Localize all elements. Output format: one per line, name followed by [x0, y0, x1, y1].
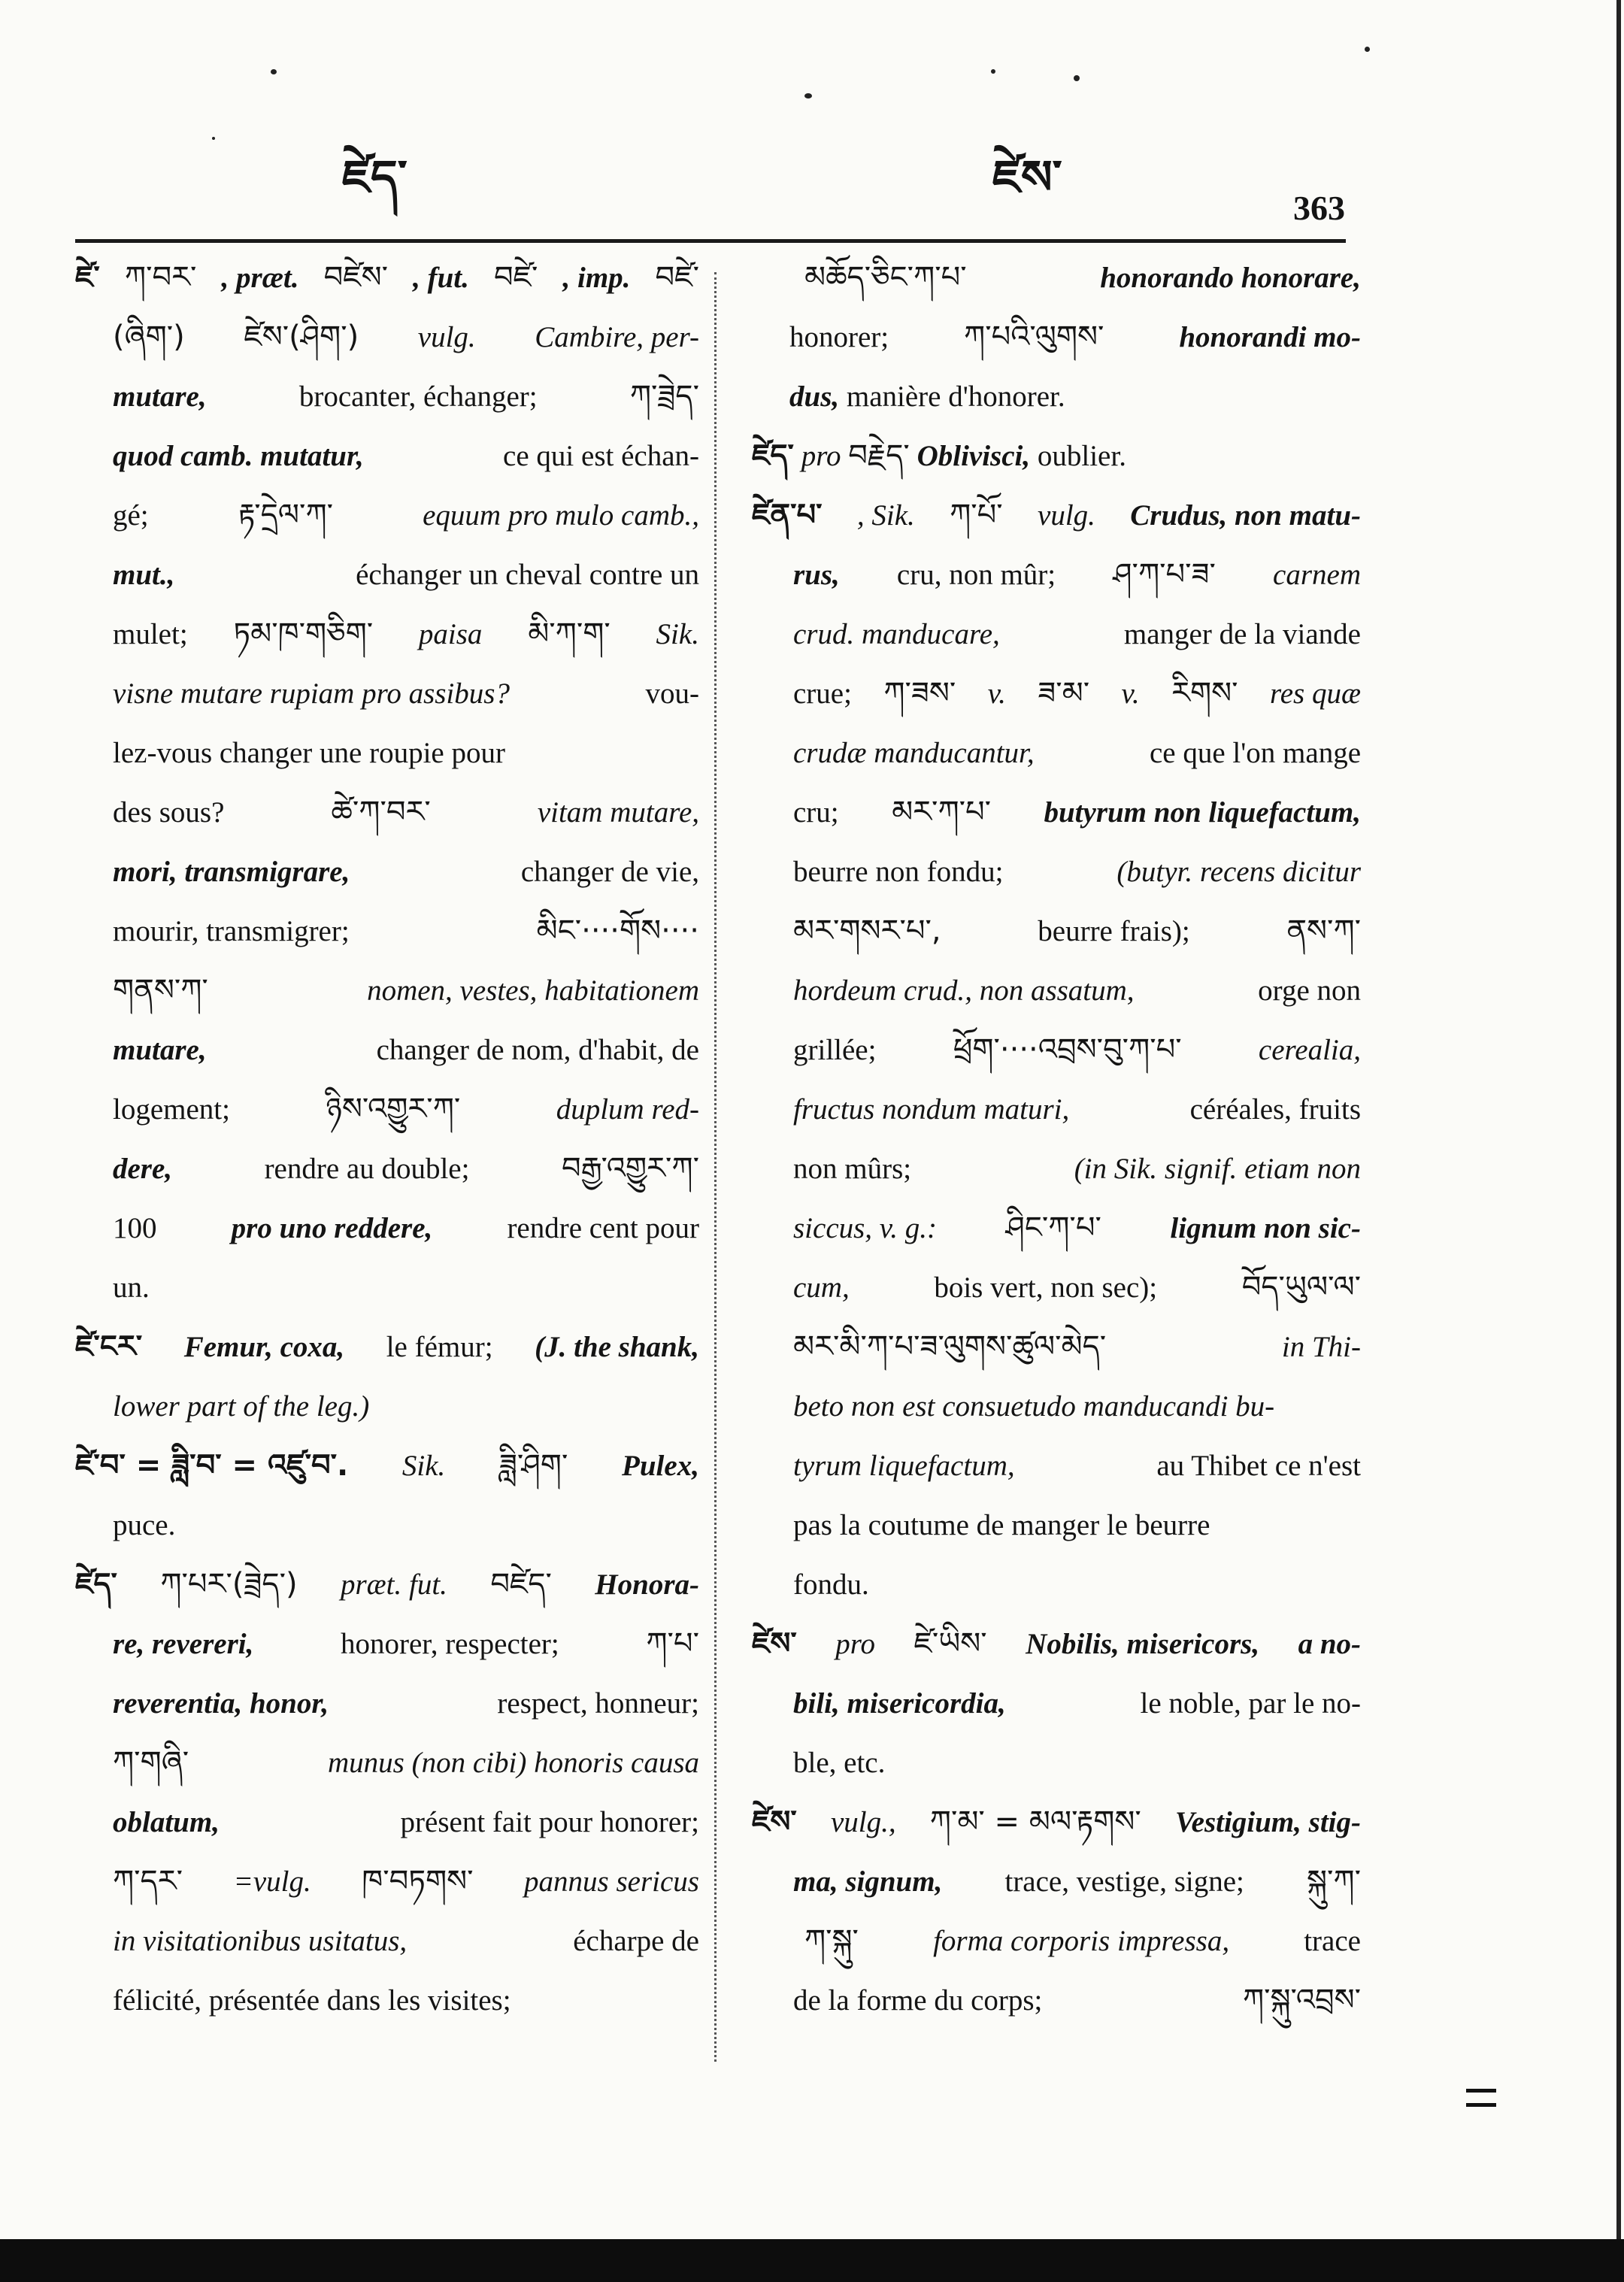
tibetan-text: ཀ་ཟྲེད་	[629, 379, 699, 414]
french-text: brocanter, échanger;	[298, 380, 538, 413]
latin-text: v.	[987, 677, 1006, 710]
french-text: félicité, présentée dans les visites;	[113, 1984, 511, 2017]
tibetan-text: ཤིང་ཀ་པ་	[1005, 1211, 1101, 1245]
text-line	[752, 486, 1361, 545]
latin-text: paisa	[418, 618, 483, 650]
text-line	[752, 1852, 1361, 1911]
latin-text: nomen, vestes, habitationem	[367, 974, 699, 1007]
text-line	[752, 426, 1361, 486]
latin-text: cerealia,	[1258, 1034, 1361, 1066]
text-line	[752, 1436, 1361, 1496]
latin-text: ma, signum,	[793, 1865, 943, 1898]
tibetan-text: མར་ཀ་པ་	[892, 795, 992, 829]
text-line	[75, 783, 699, 842]
text-line	[752, 1674, 1361, 1733]
tibetan-text: ཤ་ཀ་པ་ཟ་	[1113, 557, 1216, 592]
entry-headword: ཛེས་	[752, 1805, 797, 1839]
latin-text: quod camb. mutatur,	[113, 440, 364, 472]
running-head-left: ཛེད་	[342, 150, 408, 205]
text-line	[75, 1436, 699, 1496]
latin-text: Honora-	[595, 1568, 699, 1601]
french-text: céréales, fruits	[1189, 1093, 1361, 1126]
tibetan-text: ཀ་སྐུ་འབྲས་	[1243, 1983, 1361, 2017]
latin-text: in visitationibus usitatus,	[113, 1925, 408, 1957]
tibetan-text: བོད་ཡུལ་ལ་	[1241, 1270, 1361, 1305]
tibetan-text: ཀ་པ་	[646, 1626, 699, 1661]
text-line	[75, 1555, 699, 1614]
french-text: lez-vous changer une roupie pour	[113, 737, 505, 769]
latin-text: pro uno reddere,	[231, 1212, 433, 1244]
french-text: des sous?	[113, 796, 225, 829]
tibetan-text: རིགས་	[1171, 676, 1238, 711]
french-text: présent fait pour honorer;	[400, 1806, 699, 1838]
tibetan-text: ཉིས་འགྱུར་ཀ་	[326, 1092, 461, 1126]
text-line	[75, 248, 699, 308]
text-line	[752, 308, 1361, 367]
latin-text: re, revereri,	[113, 1628, 254, 1660]
latin-text: Cambire, per-	[535, 321, 699, 353]
speck	[1365, 47, 1370, 52]
latin-text: (J. the shank,	[535, 1331, 699, 1363]
french-text: ce que l'on mange	[1150, 737, 1361, 769]
text-line	[75, 1317, 699, 1377]
text-line	[75, 367, 699, 426]
scan-edge	[1616, 0, 1621, 2239]
text-line	[75, 664, 699, 723]
latin-text: v.	[1121, 677, 1140, 710]
latin-text: pro	[801, 440, 841, 472]
text-line	[75, 1971, 699, 2030]
tibetan-text: བཛེ་	[493, 260, 538, 295]
latin-text: dus,	[789, 380, 840, 413]
margin-mark	[1466, 2089, 1496, 2107]
tibetan-text: ཕྲོག་····འབྲས་བུ་ཀ་པ་	[953, 1032, 1182, 1067]
entry-headword: ཛེན་པ་	[752, 498, 823, 532]
text-line	[75, 1852, 699, 1911]
french-text: crue;	[793, 677, 852, 710]
text-line	[752, 1614, 1361, 1674]
latin-text: mutare,	[113, 1034, 207, 1066]
entry-headword: ཛེད་	[752, 438, 794, 473]
french-text: manière d'honorer.	[846, 380, 1065, 413]
text-line	[75, 1020, 699, 1080]
french-text: ble, etc.	[793, 1747, 886, 1779]
tibetan-text: བརྒྱ་འགྱུར་ཀ་	[561, 1151, 699, 1186]
french-text: cru;	[793, 796, 839, 829]
french-text: non mûrs;	[793, 1153, 912, 1185]
latin-text: pro	[835, 1628, 876, 1660]
tibetan-text: ཏམ་ཁ་གཅིག་	[233, 617, 374, 651]
latin-text: vitam mutare,	[537, 796, 699, 829]
latin-text: lignum non sic-	[1170, 1212, 1361, 1244]
latin-text: honorando honorare,	[1100, 262, 1361, 294]
tibetan-text: ཛེས་(ཤིག་)	[244, 320, 359, 354]
entry-headword: ཛེས་	[752, 1626, 797, 1661]
latin-text: (in Sik. signif. etiam non	[1074, 1153, 1361, 1185]
text-line	[752, 605, 1361, 664]
speck	[1074, 75, 1080, 81]
text-line	[752, 723, 1361, 783]
speck	[991, 69, 995, 74]
latin-text: a no-	[1298, 1628, 1361, 1660]
text-line	[752, 783, 1361, 842]
left-column	[75, 248, 699, 2030]
french-text: 100	[113, 1212, 157, 1244]
latin-text: honorandi mo-	[1179, 321, 1361, 353]
entry-headword: ཛེ་	[75, 260, 100, 295]
tibetan-text: བཛེ་	[655, 260, 699, 295]
text-line	[752, 248, 1361, 308]
tibetan-text: རྟ་དྲེལ་ཀ་	[238, 498, 333, 532]
latin-text: mut.,	[113, 559, 175, 591]
french-text: rendre cent pour	[507, 1212, 699, 1244]
text-line	[752, 1733, 1361, 1793]
tibetan-text: མར་གསར་པ་,	[793, 914, 941, 948]
french-text: changer de vie,	[520, 856, 699, 888]
french-text: échanger un cheval contre un	[356, 559, 699, 591]
french-text: grillée;	[793, 1034, 877, 1066]
speck	[212, 137, 215, 140]
french-text: gé;	[113, 499, 149, 532]
french-text: ce qui est échan-	[503, 440, 699, 472]
latin-text: res quæ	[1269, 677, 1361, 710]
latin-text: pannus sericus	[524, 1865, 699, 1898]
tibetan-text: ཟླི་ཤིག་	[498, 1448, 568, 1483]
tibetan-text: ཀ་གཞི་	[113, 1745, 189, 1780]
text-line	[752, 664, 1361, 723]
french-text: trace	[1304, 1925, 1361, 1957]
tibetan-text: ནས་ཀ་	[1286, 914, 1361, 948]
french-text: pas la coutume de manger le beurre	[793, 1509, 1210, 1541]
tibetan-text: (ཞིག་)	[113, 320, 185, 354]
text-line	[75, 486, 699, 545]
text-line	[75, 1139, 699, 1199]
entry-headword: ཛེད་	[75, 1567, 117, 1602]
tibetan-text: བཛེས་	[323, 260, 389, 295]
text-line	[75, 842, 699, 902]
french-text: beurre frais);	[1038, 915, 1190, 947]
tibetan-text: བཛེད་	[490, 1567, 552, 1602]
text-line	[75, 545, 699, 605]
tibetan-text: ཚེ་ཀ་བར་	[331, 795, 431, 829]
french-text: un.	[113, 1271, 150, 1304]
latin-text: lower part of the leg.)	[113, 1390, 370, 1423]
french-text: de la forme du corps;	[793, 1984, 1043, 2017]
column-divider	[714, 272, 718, 2062]
text-line	[75, 1733, 699, 1793]
tibetan-text: བརྗེད་	[848, 438, 910, 473]
text-line	[75, 1496, 699, 1555]
latin-text: fructus nondum maturi,	[793, 1093, 1070, 1126]
text-line	[752, 961, 1361, 1020]
french-text: le noble, par le no-	[1140, 1687, 1361, 1720]
scan-bottom-bar	[0, 2239, 1624, 2282]
text-line	[752, 1911, 1361, 1971]
text-line	[75, 1674, 699, 1733]
entry-headword: ཛེ་ངར་	[75, 1329, 143, 1364]
french-text: logement;	[113, 1093, 230, 1126]
latin-text: Vestigium, stig-	[1174, 1806, 1361, 1838]
text-line	[75, 723, 699, 783]
tibetan-text: ཀ་པའི་ལུགས་	[964, 320, 1104, 354]
tibetan-text: ཀ་བར་	[124, 260, 197, 295]
speck	[804, 93, 812, 98]
text-line	[752, 1496, 1361, 1555]
text-line	[75, 902, 699, 961]
text-line	[752, 1555, 1361, 1614]
latin-text: Nobilis, misericors,	[1026, 1628, 1260, 1660]
latin-text: , imp.	[562, 262, 631, 294]
text-line	[752, 1080, 1361, 1139]
latin-text: beto non est consuetudo manducandi bu-	[793, 1390, 1275, 1423]
text-line	[752, 1971, 1361, 2030]
french-text: écharpe de	[573, 1925, 699, 1957]
entry-headword: ཛེ་བ་ = ཟླི་བ་ = འཛུ་བ་.	[75, 1448, 349, 1483]
latin-text: vulg.,	[830, 1806, 896, 1838]
latin-text: Crudus, non matu-	[1130, 499, 1361, 532]
french-text: le fémur;	[386, 1331, 493, 1363]
latin-text: cum,	[793, 1271, 850, 1304]
latin-text: vulg.	[1038, 499, 1095, 532]
tibetan-text: མར་མི་ཀ་པ་ཟ་ལུགས་ཚུལ་མེད་	[793, 1329, 1107, 1364]
header-rule	[75, 239, 1346, 243]
french-text: beurre non fondu;	[793, 856, 1004, 888]
page-number: 363	[1293, 189, 1345, 227]
french-text: vou-	[645, 677, 699, 710]
text-line	[75, 1614, 699, 1674]
latin-text: tyrum liquefactum,	[793, 1450, 1015, 1482]
text-line	[75, 961, 699, 1020]
latin-text: Sik.	[656, 618, 699, 650]
right-column	[752, 248, 1361, 2030]
text-line	[752, 1199, 1361, 1258]
text-line	[752, 1139, 1361, 1199]
latin-text: siccus, v. g.:	[793, 1212, 937, 1244]
french-text: bois vert, non sec);	[934, 1271, 1158, 1304]
tibetan-text: མཆོད་ཅིང་ཀ་པ་	[804, 260, 967, 295]
latin-text: (butyr. recens dicitur	[1116, 856, 1361, 888]
latin-text: crudæ manducantur,	[793, 737, 1035, 769]
latin-text: rus,	[793, 559, 840, 591]
text-line	[75, 605, 699, 664]
text-line	[75, 1258, 699, 1317]
french-text: puce.	[113, 1509, 176, 1541]
text-line	[752, 902, 1361, 961]
french-text: honorer, respecter;	[340, 1628, 559, 1660]
french-text: au Thibet ce n'est	[1156, 1450, 1361, 1482]
latin-text: mutare,	[113, 380, 207, 413]
french-text: honorer;	[789, 321, 889, 353]
speck	[271, 69, 277, 74]
latin-text: præt. fut.	[340, 1568, 447, 1601]
french-text: orge non	[1258, 974, 1361, 1007]
text-line	[75, 308, 699, 367]
tibetan-text: ཀ་པར་(ཟྲེད་)	[160, 1567, 298, 1602]
tibetan-text: གནས་ཀ་	[113, 973, 208, 1008]
french-text: oublier.	[1037, 440, 1126, 472]
latin-text: , præt.	[221, 262, 299, 294]
latin-text: Sik.	[401, 1450, 446, 1482]
text-line	[75, 426, 699, 486]
tibetan-text: ཀ་ཟས་	[883, 676, 956, 711]
latin-text: Femur, coxa,	[183, 1331, 345, 1363]
latin-text: bili, misericordia,	[793, 1687, 1006, 1720]
latin-text: dere,	[113, 1153, 173, 1185]
french-text: cru, non mûr;	[896, 559, 1056, 591]
french-text: respect, honneur;	[497, 1687, 699, 1720]
latin-text: vulg.	[417, 321, 476, 353]
tibetan-text: ཟ་མ་	[1038, 676, 1090, 711]
tibetan-text: སྐུ་ཀ་	[1307, 1864, 1361, 1899]
text-line	[752, 545, 1361, 605]
text-line	[75, 1793, 699, 1852]
tibetan-text: ཁ་བཏགས་	[362, 1864, 474, 1899]
text-line	[752, 1377, 1361, 1436]
latin-text: butyrum non liquefactum,	[1044, 796, 1361, 829]
text-line	[75, 1080, 699, 1139]
latin-text: reverentia, honor,	[113, 1687, 329, 1720]
tibetan-text: ཛེ་ཡིས་	[914, 1626, 987, 1661]
text-line	[752, 1317, 1361, 1377]
latin-text: mori, transmigrare,	[113, 856, 350, 888]
french-text: manger de la viande	[1123, 618, 1361, 650]
text-line	[75, 1199, 699, 1258]
tibetan-text: ཀ་དར་	[113, 1864, 183, 1899]
latin-text: =vulg.	[233, 1865, 311, 1898]
tibetan-text: མིང་····གོས····	[536, 914, 699, 948]
text-line	[75, 1377, 699, 1436]
text-line	[752, 367, 1361, 426]
tibetan-text: མི་ཀ་ག་	[528, 617, 611, 651]
text-line	[752, 842, 1361, 902]
latin-text: carnem	[1273, 559, 1361, 591]
tibetan-text: ཀ་མ་ = མལ་རྟགས་	[929, 1805, 1141, 1839]
latin-text: munus (non cibi) honoris causa	[328, 1747, 699, 1779]
text-line	[75, 1911, 699, 1971]
french-text: rendre au double;	[264, 1153, 470, 1185]
latin-text: , fut.	[413, 262, 469, 294]
french-text: changer de nom, d'habit, de	[376, 1034, 699, 1066]
running-head-right: ཛེས་	[992, 150, 1062, 205]
french-text: trace, vestige, signe;	[1004, 1865, 1244, 1898]
latin-text: hordeum crud., non assatum,	[793, 974, 1135, 1007]
latin-text: forma corporis impressa,	[933, 1925, 1230, 1957]
french-text: mourir, transmigrer;	[113, 915, 350, 947]
latin-text: equum pro mulo camb.,	[423, 499, 699, 532]
latin-text: Pulex,	[622, 1450, 699, 1482]
latin-text: , Sik.	[856, 499, 915, 532]
latin-text: in Thi-	[1281, 1331, 1361, 1363]
tibetan-text: ཀ་སྐུ་	[804, 1923, 859, 1958]
text-line	[752, 1020, 1361, 1080]
latin-text: visne mutare rupiam pro assibus?	[113, 677, 510, 710]
tibetan-text: ཀ་པོ་	[950, 498, 1003, 532]
text-line	[752, 1258, 1361, 1317]
latin-text: oblatum,	[113, 1806, 220, 1838]
latin-text: duplum red-	[556, 1093, 699, 1126]
text-line	[752, 1793, 1361, 1852]
latin-text: Oblivisci,	[917, 440, 1031, 472]
french-text: fondu.	[793, 1568, 869, 1601]
latin-text: crud. manducare,	[793, 618, 1000, 650]
french-text: mulet;	[113, 618, 188, 650]
